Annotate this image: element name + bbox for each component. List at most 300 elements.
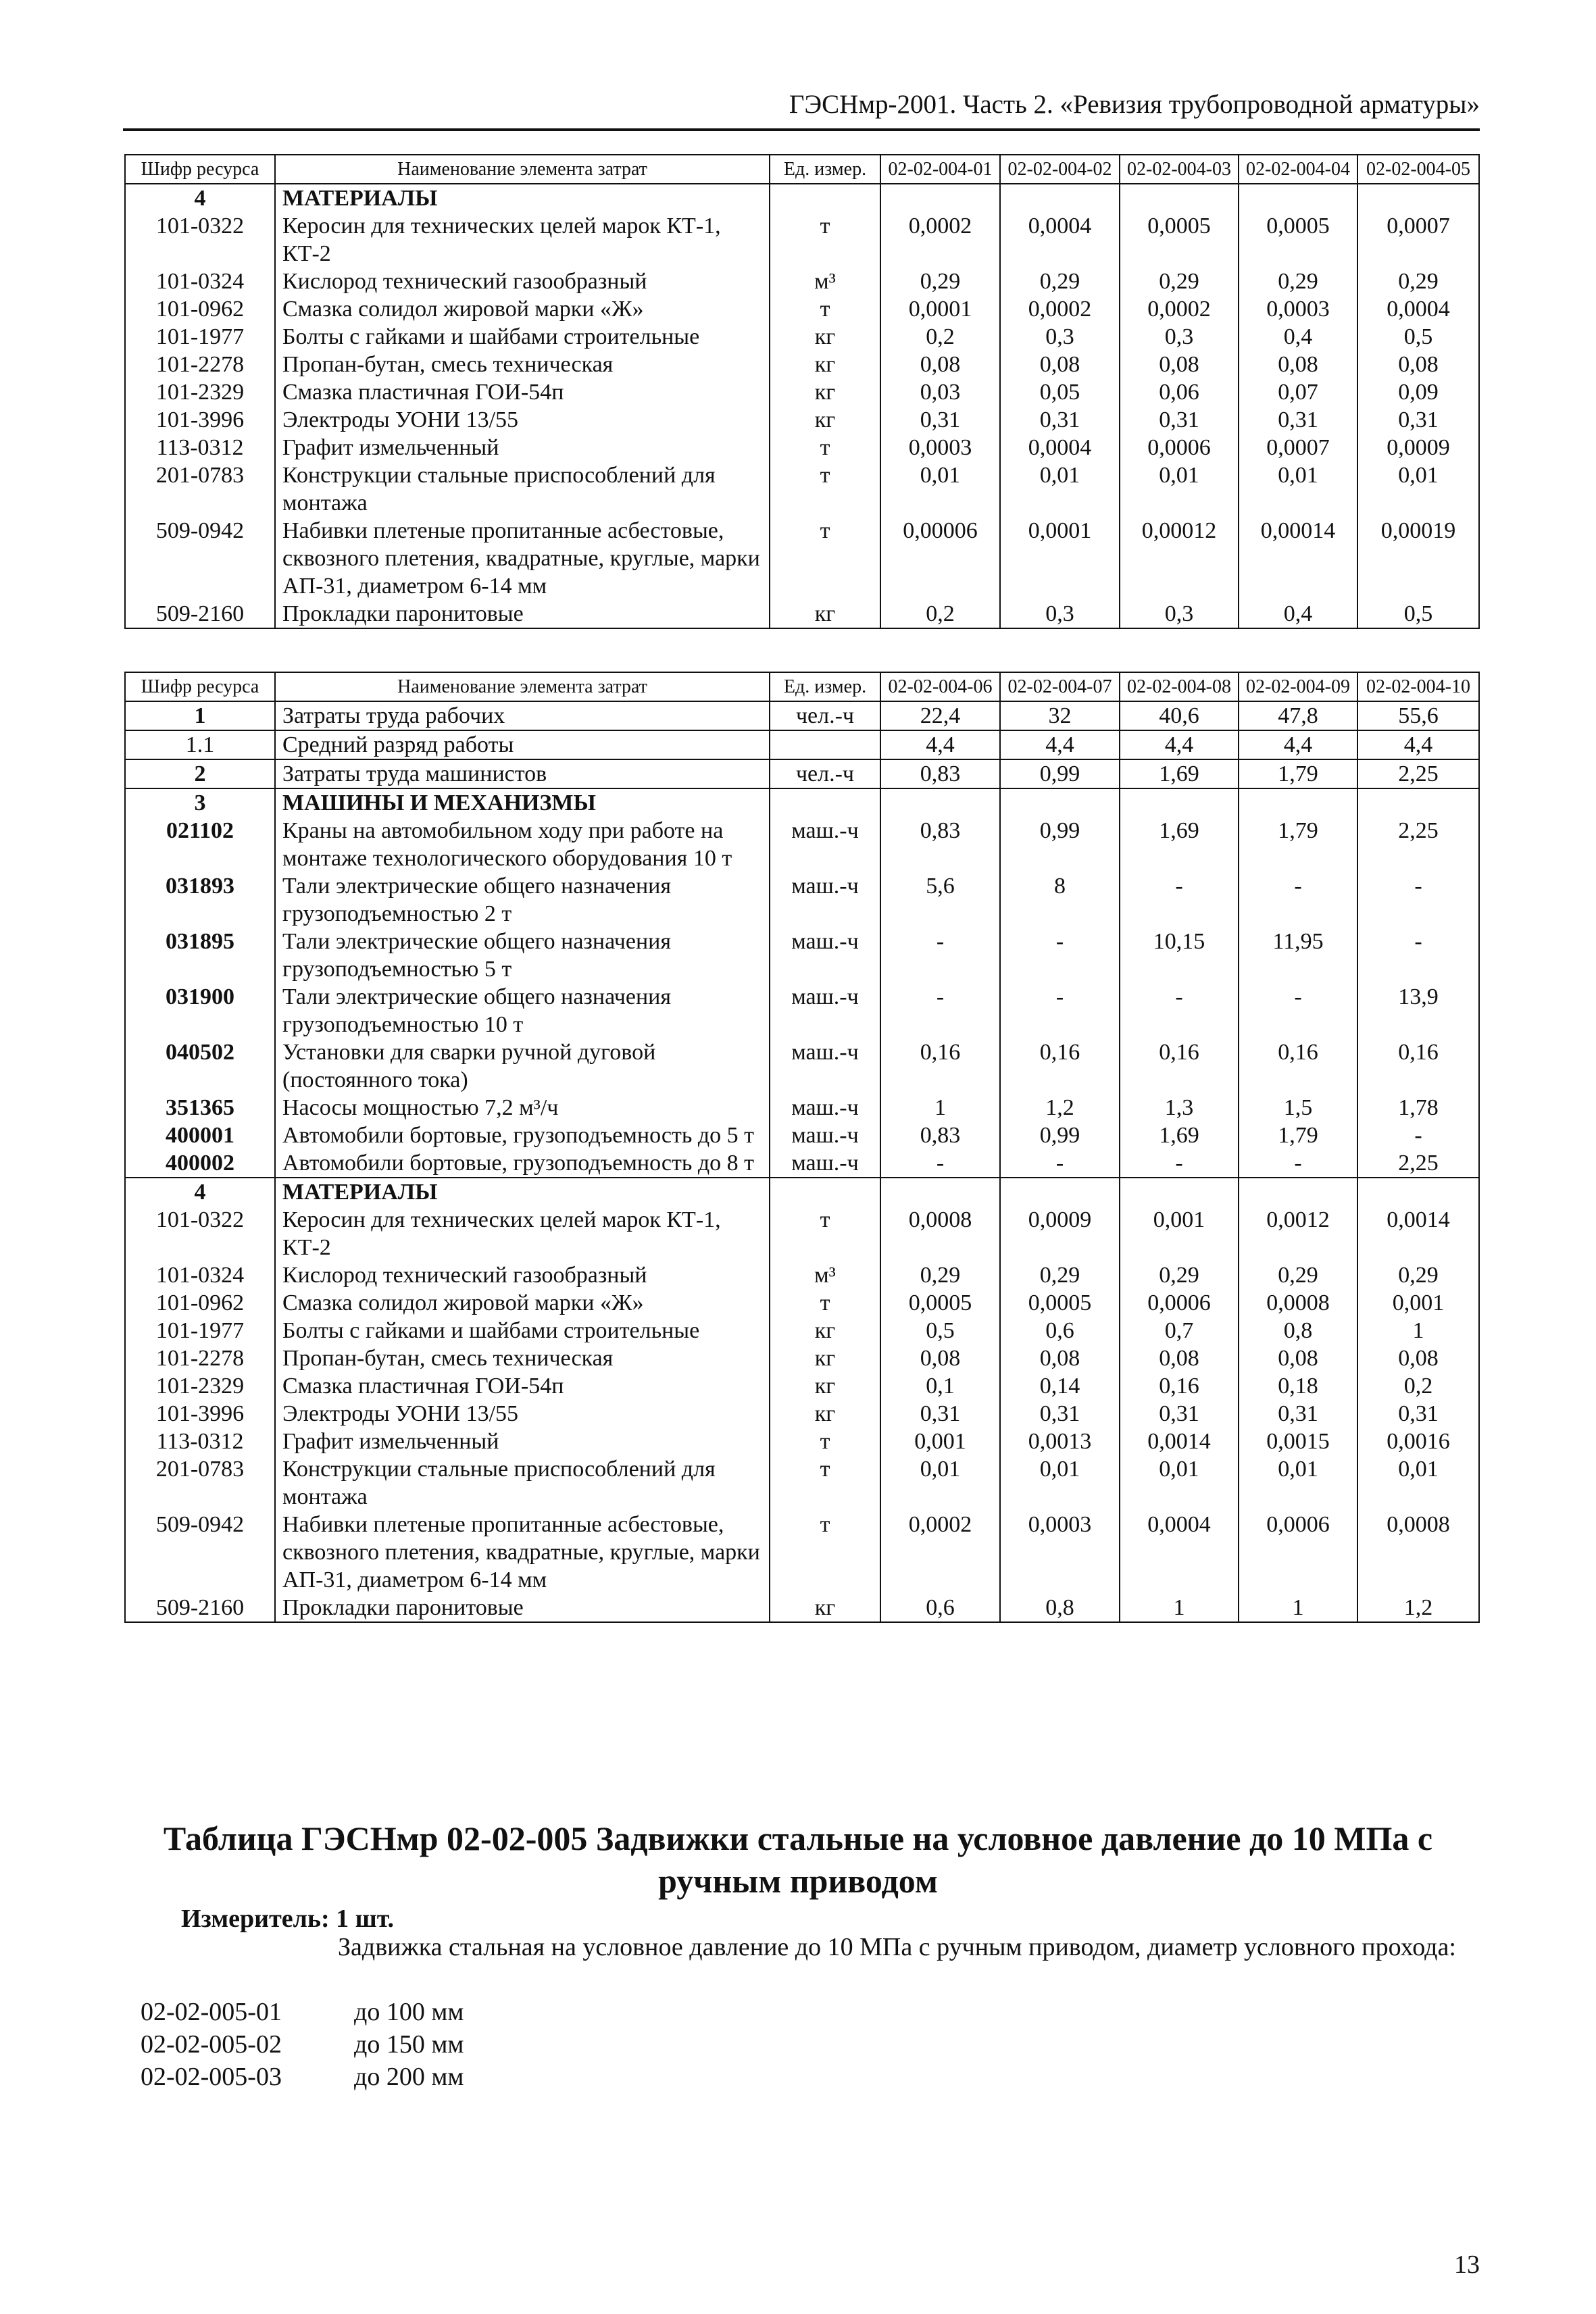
value-cell: 1 [1120, 1594, 1239, 1622]
value-cell: - [1239, 1149, 1357, 1178]
value-cell: 55,6 [1357, 701, 1479, 730]
value-cell: 0,16 [1357, 1038, 1479, 1094]
resource-code: 031893 [125, 872, 275, 928]
resource-code: 101-0322 [125, 212, 275, 268]
value-cell: 0,0002 [1000, 295, 1120, 323]
unit-cell: т [770, 1455, 880, 1511]
value-cell: 0,99 [1000, 817, 1120, 872]
value-cell: 0,0006 [1120, 1289, 1239, 1317]
resource-name: Тали электрические общего назначения грузоподъемностью 2 т [275, 872, 770, 928]
unit-cell: чел.-ч [770, 701, 880, 730]
value-cell: 0,99 [1000, 1122, 1120, 1149]
resource-code: 101-0962 [125, 295, 275, 323]
table-row [125, 1455, 1479, 1511]
value-cell: 0,29 [880, 1261, 1000, 1289]
value-cell: 0,5 [1357, 600, 1479, 628]
unit-cell: маш.-ч [770, 928, 880, 983]
table-row [125, 1317, 1479, 1344]
value-cell: 0,01 [1000, 461, 1120, 517]
value-cell: 0,31 [1000, 1400, 1120, 1428]
value-cell: 1,78 [1357, 1094, 1479, 1122]
table-row [125, 1372, 1479, 1400]
resource-code: 101-2329 [125, 378, 275, 406]
value-cell: 0,7 [1120, 1317, 1239, 1344]
value-cell [880, 1178, 1000, 1206]
resource-name: МАТЕРИАЛЫ [275, 1178, 770, 1206]
header-cell: Шифр ресурса [125, 672, 275, 701]
resource-code: 101-0324 [125, 1261, 275, 1289]
resource-name: Графит измельченный [275, 434, 770, 461]
resource-code: 101-2278 [125, 1344, 275, 1372]
value-cell: 0,6 [880, 1594, 1000, 1622]
value-cell: 0,2 [880, 323, 1000, 351]
value-cell: 0,08 [1000, 351, 1120, 378]
resource-code: 1.1 [125, 730, 275, 759]
value-cell: 0,8 [1239, 1317, 1357, 1344]
value-cell [1357, 184, 1479, 212]
value-cell: 0,29 [1239, 1261, 1357, 1289]
value-cell: 0,07 [1239, 378, 1357, 406]
header-cell: Наименование элемента затрат [275, 672, 770, 701]
value-cell: 0,16 [1239, 1038, 1357, 1094]
resource-code: 101-1977 [125, 1317, 275, 1344]
resource-code: 3 [125, 788, 275, 817]
value-cell: 0,01 [1239, 461, 1357, 517]
value-cell [1120, 788, 1239, 817]
table-row [125, 1038, 1479, 1094]
value-cell: 0,01 [1000, 1455, 1120, 1511]
value-cell: 0,8 [1000, 1594, 1120, 1622]
resource-name: Прокладки паронитовые [275, 600, 770, 628]
table-row [125, 1094, 1479, 1122]
value-cell: 0,29 [1239, 268, 1357, 295]
resource-name: Пропан-бутан, смесь техническая [275, 351, 770, 378]
resource-code: 040502 [125, 1038, 275, 1094]
table-row [125, 701, 1479, 730]
table-row [125, 1178, 1479, 1206]
value-cell: 0,0003 [1239, 295, 1357, 323]
value-cell: 2,25 [1357, 759, 1479, 788]
value-cell: 0,0015 [1239, 1428, 1357, 1455]
value-cell [1239, 184, 1357, 212]
value-cell: 0,08 [1357, 1344, 1479, 1372]
value-cell: 0,4 [1239, 323, 1357, 351]
value-cell: 0,0008 [1357, 1511, 1479, 1594]
value-cell: 0,16 [1120, 1372, 1239, 1400]
value-cell [1120, 1178, 1239, 1206]
value-cell: 0,18 [1239, 1372, 1357, 1400]
value-cell: 0,3 [1120, 323, 1239, 351]
value-cell: 0,6 [1000, 1317, 1120, 1344]
value-cell: 0,0003 [1000, 1511, 1120, 1594]
value-cell: 0,0002 [880, 212, 1000, 268]
value-cell [1357, 1178, 1479, 1206]
value-cell: 40,6 [1120, 701, 1239, 730]
unit-cell [770, 184, 880, 212]
value-cell: 0,00014 [1239, 517, 1357, 600]
unit-cell: кг [770, 378, 880, 406]
value-cell: 0,29 [880, 268, 1000, 295]
resource-code: 101-2329 [125, 1372, 275, 1400]
unit-cell: т [770, 295, 880, 323]
value-cell: 0,08 [1239, 1344, 1357, 1372]
header-cell: 02-02-004-05 [1357, 155, 1479, 184]
resource-name: Смазка солидол жировой марки «Ж» [275, 295, 770, 323]
variant-code: 02-02-005-01 [141, 1998, 282, 2026]
value-cell: 0,0006 [1120, 434, 1239, 461]
table-row [125, 759, 1479, 788]
unit-cell: маш.-ч [770, 1094, 880, 1122]
value-cell: 0,0001 [880, 295, 1000, 323]
header-cell: 02-02-004-10 [1357, 672, 1479, 701]
value-cell [1239, 788, 1357, 817]
value-cell: 0,0002 [880, 1511, 1000, 1594]
resource-code: 101-0324 [125, 268, 275, 295]
value-cell: 0,29 [1000, 1261, 1120, 1289]
table-row [125, 434, 1479, 461]
resource-name: Тали электрические общего назначения грузоподъемностью 5 т [275, 928, 770, 983]
table-row [125, 295, 1479, 323]
resource-code: 021102 [125, 817, 275, 872]
value-cell: 0,29 [1000, 268, 1120, 295]
value-cell: 1 [1357, 1317, 1479, 1344]
resource-name: Автомобили бортовые, грузоподъемность до 5 т [275, 1122, 770, 1149]
unit-cell: чел.-ч [770, 759, 880, 788]
resource-code: 1 [125, 701, 275, 730]
resource-code: 101-3996 [125, 406, 275, 434]
resource-code: 101-3996 [125, 1400, 275, 1428]
value-cell: 0,29 [1120, 268, 1239, 295]
value-cell: 0,16 [880, 1038, 1000, 1094]
value-cell: 0,2 [1357, 1372, 1479, 1400]
unit-cell: т [770, 461, 880, 517]
variant-label: до 150 мм [354, 2030, 464, 2059]
value-cell: 0,0004 [1000, 434, 1120, 461]
value-cell: 0,08 [1239, 351, 1357, 378]
value-cell: 0,0005 [1120, 212, 1239, 268]
value-cell [1357, 788, 1479, 817]
value-cell: 0,1 [880, 1372, 1000, 1400]
value-cell: 0,31 [880, 1400, 1000, 1428]
value-cell: 1,69 [1120, 817, 1239, 872]
value-cell: 0,06 [1120, 378, 1239, 406]
value-cell: 4,4 [880, 730, 1000, 759]
value-cell: 0,0008 [880, 1206, 1000, 1261]
header-cell: 02-02-004-04 [1239, 155, 1357, 184]
value-cell: 0,0002 [1120, 295, 1239, 323]
resource-name: Затраты труда рабочих [275, 701, 770, 730]
value-cell: 0,99 [1000, 759, 1120, 788]
value-cell: 0,00019 [1357, 517, 1479, 600]
value-cell: 0,29 [1357, 268, 1479, 295]
value-cell: 0,01 [1120, 1455, 1239, 1511]
value-cell: - [1357, 928, 1479, 983]
resource-code: 201-0783 [125, 1455, 275, 1511]
resource-name: Кислород технический газообразный [275, 268, 770, 295]
table-row [125, 928, 1479, 983]
value-cell [880, 788, 1000, 817]
value-cell: 0,31 [1000, 406, 1120, 434]
resource-table-bottom [124, 672, 1480, 1623]
variant-code: 02-02-005-03 [141, 2063, 282, 2091]
value-cell: 0,5 [1357, 323, 1479, 351]
value-cell: 0,0004 [1120, 1511, 1239, 1594]
unit-cell: м³ [770, 268, 880, 295]
value-cell: 0,3 [1000, 323, 1120, 351]
table-row [125, 788, 1479, 817]
table-row [125, 1344, 1479, 1372]
table-row [125, 730, 1479, 759]
value-cell: 13,9 [1357, 983, 1479, 1038]
value-cell: 0,0004 [1000, 212, 1120, 268]
unit-cell: т [770, 434, 880, 461]
value-cell: 1,69 [1120, 759, 1239, 788]
value-cell: 0,05 [1000, 378, 1120, 406]
unit-cell: т [770, 1206, 880, 1261]
value-cell: - [1120, 983, 1239, 1038]
value-cell: 0,0013 [1000, 1428, 1120, 1455]
value-cell: 0,01 [880, 461, 1000, 517]
value-cell: 0,83 [880, 759, 1000, 788]
table-row [125, 268, 1479, 295]
value-cell: 1,3 [1120, 1094, 1239, 1122]
value-cell: 0,00012 [1120, 517, 1239, 600]
running-header: ГЭСНмр-2001. Часть 2. «Ревизия трубопроводной арматуры» [789, 90, 1480, 119]
value-cell: - [1120, 872, 1239, 928]
header-cell: 02-02-004-06 [880, 672, 1000, 701]
header-cell: 02-02-004-02 [1000, 155, 1120, 184]
resource-code: 4 [125, 184, 275, 212]
value-cell: 1,79 [1239, 1122, 1357, 1149]
header-cell: Ед. измер. [770, 672, 880, 701]
value-cell: 0,31 [1357, 1400, 1479, 1428]
resource-code: 2 [125, 759, 275, 788]
value-cell: 0,0006 [1239, 1511, 1357, 1594]
value-cell: 0,14 [1000, 1372, 1120, 1400]
table-row [125, 184, 1479, 212]
value-cell [1000, 788, 1120, 817]
table-row [125, 517, 1479, 600]
table-row [125, 406, 1479, 434]
resource-code: 101-0322 [125, 1206, 275, 1261]
value-cell: 1,79 [1239, 759, 1357, 788]
value-cell: - [1357, 872, 1479, 928]
resource-code: 509-2160 [125, 1594, 275, 1622]
resource-name: Электроды УОНИ 13/55 [275, 406, 770, 434]
value-cell: 0,08 [1120, 351, 1239, 378]
resource-code: 031900 [125, 983, 275, 1038]
value-cell: 1,5 [1239, 1094, 1357, 1122]
unit-cell: кг [770, 323, 880, 351]
resource-name: Конструкции стальные приспособлений для монтажа [275, 461, 770, 517]
table-row [125, 817, 1479, 872]
value-cell: 0,83 [880, 1122, 1000, 1149]
value-cell: 0,0005 [880, 1289, 1000, 1317]
value-cell: - [1000, 1149, 1120, 1178]
table-row [125, 378, 1479, 406]
header-row [125, 155, 1479, 184]
value-cell: 0,01 [1357, 461, 1479, 517]
unit-cell: т [770, 212, 880, 268]
resource-code: 031895 [125, 928, 275, 983]
value-cell: 1 [1239, 1594, 1357, 1622]
table-row [125, 1149, 1479, 1178]
resource-code: 509-2160 [125, 600, 275, 628]
resource-name: МАТЕРИАЛЫ [275, 184, 770, 212]
resource-name: Прокладки паронитовые [275, 1594, 770, 1622]
value-cell: 10,15 [1120, 928, 1239, 983]
table-row [125, 872, 1479, 928]
section-title: Таблица ГЭСНмр 02-02-005 Задвижки стальные на условное давление до 10 МПа с ручным приводом [163, 1819, 1433, 1900]
value-cell: 0,0005 [1239, 212, 1357, 268]
unit-cell: т [770, 517, 880, 600]
unit-cell: т [770, 1428, 880, 1455]
page-number: 13 [1454, 2250, 1480, 2279]
unit-cell: м³ [770, 1261, 880, 1289]
table-row [125, 1594, 1479, 1622]
resource-name: Набивки плетеные пропитанные асбестовые, сквозного плетения, квадратные, круглые, марки АП-31, диаметром 6-14 мм [275, 1511, 770, 1594]
value-cell: 0,0004 [1357, 295, 1479, 323]
resource-code: 101-1977 [125, 323, 275, 351]
value-cell: 4,4 [1239, 730, 1357, 759]
value-cell: 0,0007 [1357, 212, 1479, 268]
resource-name: Смазка солидол жировой марки «Ж» [275, 1289, 770, 1317]
resource-name: Автомобили бортовые, грузоподъемность до 8 т [275, 1149, 770, 1178]
unit-cell [770, 788, 880, 817]
section-description: Задвижка стальная на условное давление до 10 МПа с ручным приводом, диаметр условного прохода: [338, 1933, 1456, 1961]
value-cell: 0,5 [880, 1317, 1000, 1344]
resource-code: 101-0962 [125, 1289, 275, 1317]
unit-cell: т [770, 1511, 880, 1594]
value-cell: 0,0008 [1239, 1289, 1357, 1317]
resource-name: МАШИНЫ И МЕХАНИЗМЫ [275, 788, 770, 817]
value-cell: 0,31 [1120, 1400, 1239, 1428]
value-cell: 0,29 [1357, 1261, 1479, 1289]
resource-code: 509-0942 [125, 517, 275, 600]
variant-code: 02-02-005-02 [141, 2030, 282, 2059]
value-cell: 0,001 [1357, 1289, 1479, 1317]
value-cell: - [880, 1149, 1000, 1178]
unit-cell [770, 730, 880, 759]
value-cell: 47,8 [1239, 701, 1357, 730]
unit-cell: маш.-ч [770, 872, 880, 928]
unit-cell: маш.-ч [770, 1038, 880, 1094]
resource-name: Керосин для технических целей марок КТ-1, КТ-2 [275, 1206, 770, 1261]
value-cell [1000, 184, 1120, 212]
value-cell: - [880, 928, 1000, 983]
value-cell: - [880, 983, 1000, 1038]
value-cell: 0,16 [1000, 1038, 1120, 1094]
value-cell: 4,4 [1357, 730, 1479, 759]
resource-name: Набивки плетеные пропитанные асбестовые, сквозного плетения, квадратные, круглые, марки АП-31, диаметром 6-14 мм [275, 517, 770, 600]
value-cell: 5,6 [880, 872, 1000, 928]
value-cell: 0,2 [880, 600, 1000, 628]
value-cell: 32 [1000, 701, 1120, 730]
value-cell: 0,08 [1000, 1344, 1120, 1372]
header-cell: Ед. измер. [770, 155, 880, 184]
variant-label: до 200 мм [354, 2063, 464, 2091]
unit-cell: маш.-ч [770, 817, 880, 872]
resource-name: Болты с гайками и шайбами строительные [275, 323, 770, 351]
resource-code: 400001 [125, 1122, 275, 1149]
table-row [125, 983, 1479, 1038]
table-header [125, 672, 1479, 701]
table-row [125, 1122, 1479, 1149]
value-cell: 0,31 [880, 406, 1000, 434]
value-cell: 0,31 [1239, 406, 1357, 434]
value-cell: 0,00006 [880, 517, 1000, 600]
header-cell: 02-02-004-01 [880, 155, 1000, 184]
resource-name: Затраты труда машинистов [275, 759, 770, 788]
value-cell: 0,0016 [1357, 1428, 1479, 1455]
value-cell: 0,31 [1120, 406, 1239, 434]
value-cell: 0,29 [1120, 1261, 1239, 1289]
header-cell: Шифр ресурса [125, 155, 275, 184]
table-row [125, 1289, 1479, 1317]
value-cell: 0,01 [880, 1455, 1000, 1511]
value-cell: 0,0012 [1239, 1206, 1357, 1261]
table-body [125, 701, 1479, 1622]
value-cell: 0,3 [1120, 600, 1239, 628]
value-cell: - [1120, 1149, 1239, 1178]
value-cell: 8 [1000, 872, 1120, 928]
unit-cell: кг [770, 1344, 880, 1372]
variant-row [141, 2028, 464, 2061]
resource-table-top [124, 154, 1480, 629]
resource-name: Керосин для технических целей марок КТ-1, КТ-2 [275, 212, 770, 268]
table-row [125, 461, 1479, 517]
value-cell: 0,0005 [1000, 1289, 1120, 1317]
value-cell: 0,001 [880, 1428, 1000, 1455]
resource-name: Тали электрические общего назначения грузоподъемностью 10 т [275, 983, 770, 1038]
resource-name: Смазка пластичная ГОИ-54п [275, 1372, 770, 1400]
table-row [125, 323, 1479, 351]
unit-cell: маш.-ч [770, 1149, 880, 1178]
resource-name: Насосы мощностью 7,2 м³/ч [275, 1094, 770, 1122]
value-cell: - [1000, 983, 1120, 1038]
unit-cell: кг [770, 1594, 880, 1622]
value-cell: 0,09 [1357, 378, 1479, 406]
table-row [125, 1261, 1479, 1289]
value-cell: 1,2 [1000, 1094, 1120, 1122]
resource-name: Установки для сварки ручной дуговой (постоянного тока) [275, 1038, 770, 1094]
value-cell [1120, 184, 1239, 212]
table-row [125, 1511, 1479, 1594]
resource-name: Смазка пластичная ГОИ-54п [275, 378, 770, 406]
value-cell [1000, 1178, 1120, 1206]
header-cell: 02-02-004-07 [1000, 672, 1120, 701]
value-cell: 0,0014 [1357, 1206, 1479, 1261]
value-cell: 0,08 [1357, 351, 1479, 378]
value-cell: 2,25 [1357, 817, 1479, 872]
value-cell: 0,0009 [1357, 434, 1479, 461]
value-cell: 1 [880, 1094, 1000, 1122]
unit-cell: кг [770, 406, 880, 434]
unit-cell: кг [770, 600, 880, 628]
value-cell: 0,0014 [1120, 1428, 1239, 1455]
table-row [125, 212, 1479, 268]
resource-name: Электроды УОНИ 13/55 [275, 1400, 770, 1428]
resource-code: 4 [125, 1178, 275, 1206]
value-cell: 0,001 [1120, 1206, 1239, 1261]
meter-label: Измеритель: 1 шт. [181, 1905, 395, 1933]
value-cell: 0,08 [880, 1344, 1000, 1372]
header-cell: Наименование элемента затрат [275, 155, 770, 184]
value-cell [1239, 1178, 1357, 1206]
header-cell: 02-02-004-08 [1120, 672, 1239, 701]
value-cell: 11,95 [1239, 928, 1357, 983]
resource-code: 509-0942 [125, 1511, 275, 1594]
